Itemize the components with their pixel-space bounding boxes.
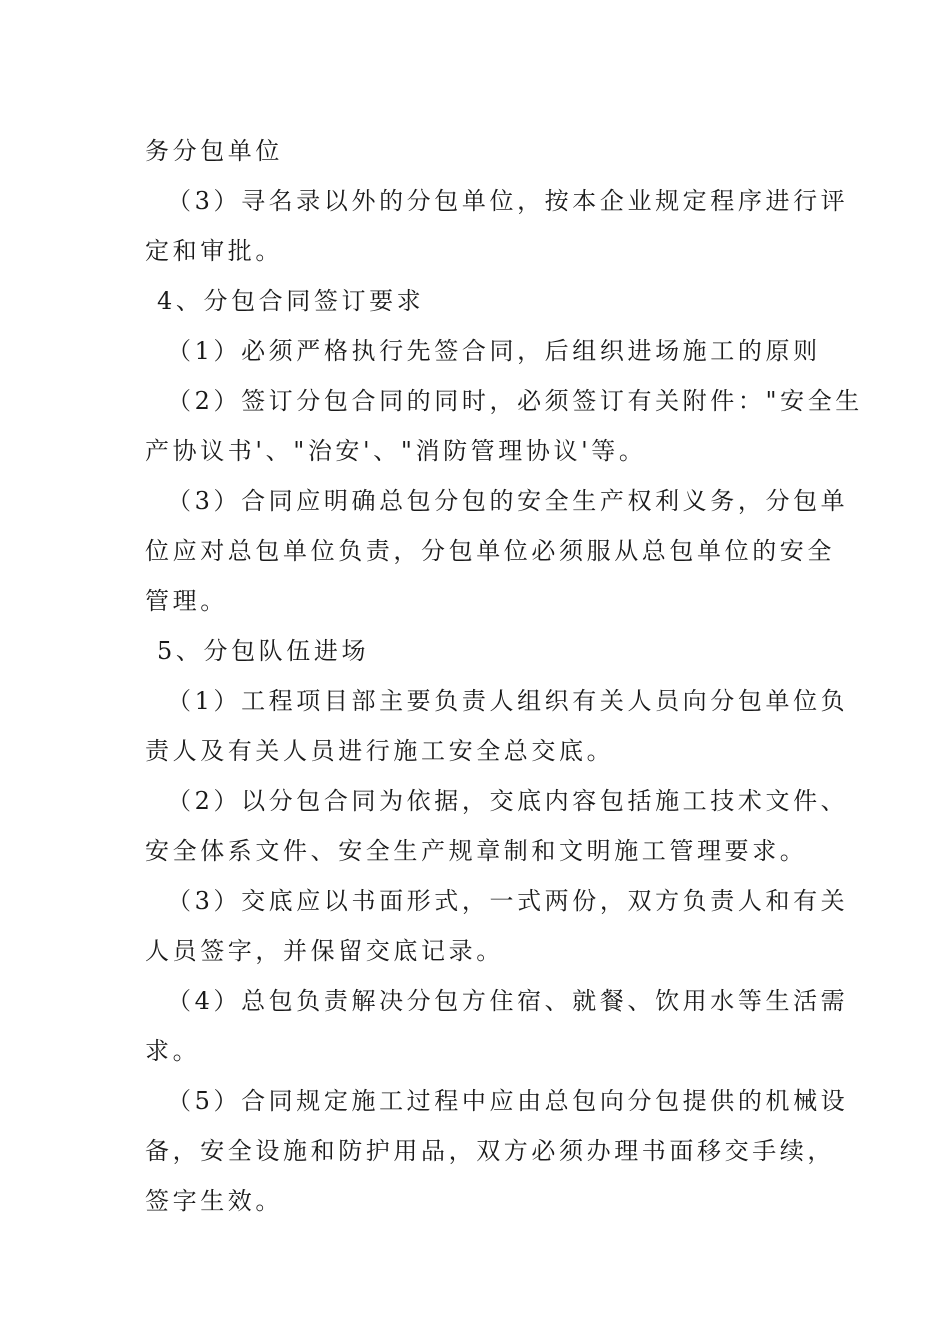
text-line: 求。 [145,1037,201,1065]
list-item-2: （2）以分包合同为依据，交底内容包括施工技术文件、 [167,787,849,815]
text-line: 定和审批。 [145,237,283,265]
section-heading-4: 4、分包合同签订要求 [157,287,425,315]
text-line: 责人及有关人员进行施工安全总交底。 [145,737,615,765]
text-line: 人员签字，并保留交底记录。 [145,937,504,965]
section-heading-5: 5、分包队伍进场 [157,637,370,665]
text-line: 务分包单位 [145,137,283,165]
text-line: 备，安全设施和防护用品，双方必须办理书面移交手续， [145,1137,835,1165]
list-item-1: （1）必须严格执行先签合同，后组织进场施工的原则 [167,337,821,365]
text-line: 安全体系文件、安全生产规章制和文明施工管理要求。 [145,837,808,865]
text-line: 位应对总包单位负责，分包单位必须服从总包单位的安全 [145,537,835,565]
text-line: 签字生效。 [145,1187,283,1215]
list-item-5: （5）合同规定施工过程中应由总包向分包提供的机械设 [167,1087,849,1115]
list-item-4: （4）总包负责解决分包方住宿、就餐、饮用水等生活需 [167,987,849,1015]
list-item-3: （3）交底应以书面形式，一式两份，双方负责人和有关 [167,887,849,915]
text-line: 管理。 [145,587,228,615]
text-line: 产协议书'、"治安'、"消防管理协议'等。 [145,437,647,465]
document-body [145,126,863,1226]
list-item-3: （3）合同应明确总包分包的安全生产权利义务，分包单 [167,487,849,515]
list-item-2: （2）签订分包合同的同时，必须签订有关附件："安全生 [167,387,863,415]
list-item-3: （3）寻名录以外的分包单位，按本企业规定程序进行评 [167,187,849,215]
list-item-1: （1）工程项目部主要负责人组织有关人员向分包单位负 [167,687,849,715]
